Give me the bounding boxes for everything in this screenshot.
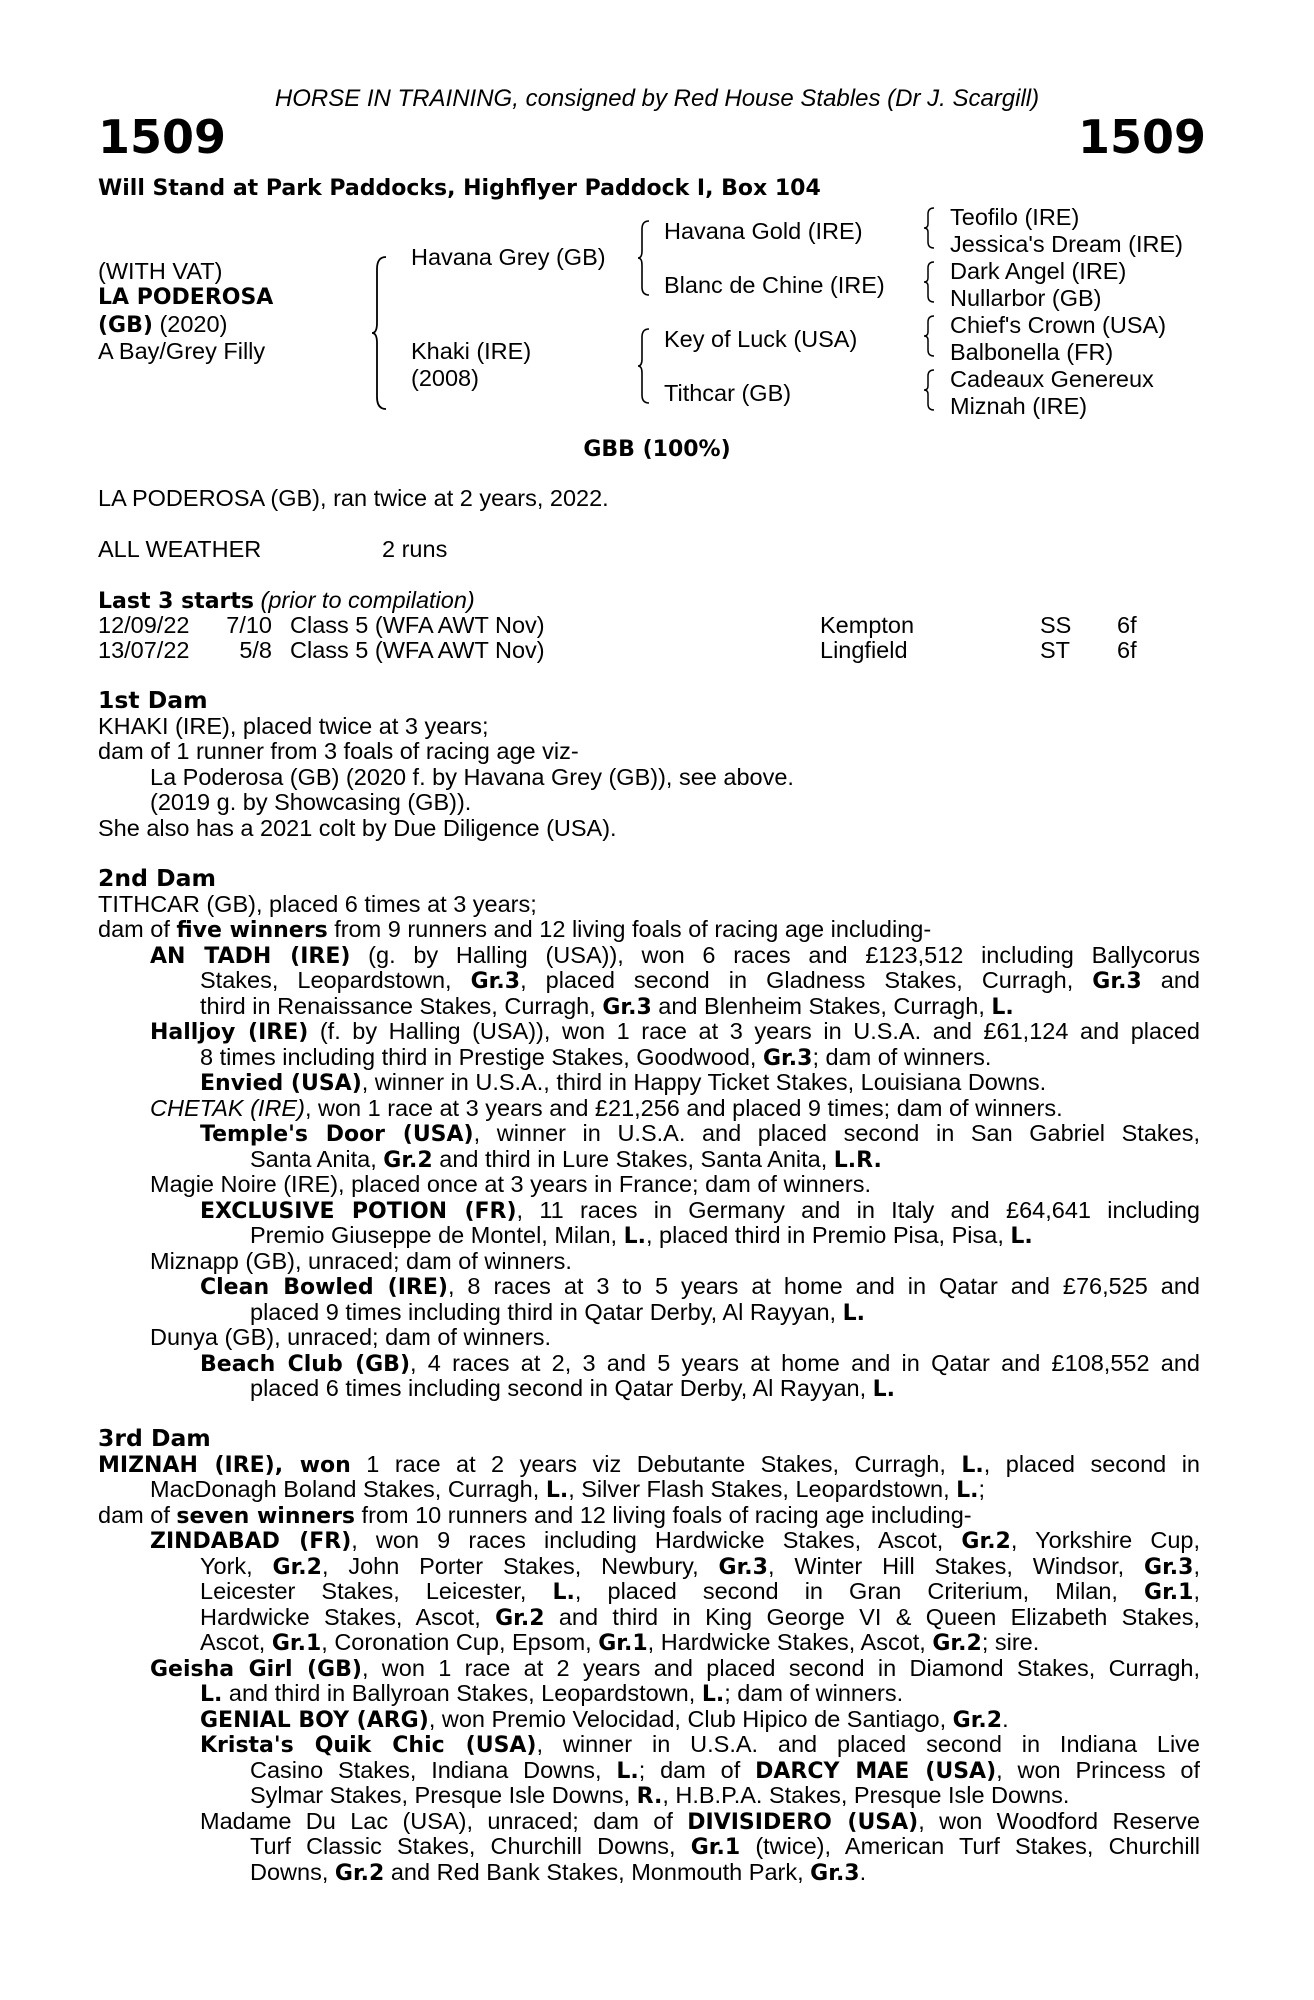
progeny-line: Ascot, Gr.1, Coronation Cup, Epsom, Gr.1, Hardwicke Stakes, Ascot, Gr.2; sire.: [200, 1629, 1040, 1656]
start-row-course: Kempton: [820, 612, 915, 638]
progeny-line: L. and third in Ballyroan Stakes, Leopardstown, L.; dam of winners.: [200, 1680, 904, 1707]
third-dam-line: MacDonagh Boland Stakes, Curragh, L., Silver Flash Stakes, Leopardstown, L.;: [150, 1476, 986, 1503]
progeny-line: Santa Anita, Gr.2 and third in Lure Stakes, Santa Anita, L.R.: [250, 1145, 882, 1173]
record-summary: LA PODEROSA (GB), ran twice at 2 years, 2022.: [98, 485, 609, 511]
first-dam-progeny: La Poderosa (GB) (2020 f. by Havana Grey (GB)), see above.: [150, 763, 794, 790]
start-row-date: 13/07/22: [98, 637, 190, 663]
start-row-going: SS: [1040, 612, 1072, 638]
last-starts-heading: Last 3 starts (prior to compilation): [98, 587, 475, 614]
progeny-line: placed 6 times including second in Qatar Derby, Al Rayyan, L.: [250, 1375, 896, 1402]
progeny-line: Premio Giuseppe de Montel, Milan, L., placed third in Premio Pisa, Pisa, L.: [250, 1222, 1033, 1249]
second-dam-line: dam of five winners from 9 runners and 12 living foals of racing age including-: [98, 916, 932, 943]
progeny-an-tadh: AN TADH (IRE) (g. by Halling (USA)), won 6 races and £123,512 including Ballycorus: [150, 942, 1200, 968]
pedigree-brace-g4: [922, 368, 936, 412]
horse-name: LA PODEROSA: [98, 285, 274, 310]
pedigree-g3: Dark Angel (IRE): [950, 258, 1127, 284]
start-row-pos: 5/8: [239, 637, 272, 663]
pedigree-brace-g1: [922, 206, 936, 250]
pedigree-g8: Miznah (IRE): [950, 393, 1088, 419]
pedigree-dam-dam: Tithcar (GB): [664, 380, 792, 406]
lot-number-right: 1509: [1077, 110, 1206, 164]
progeny-line: Sylmar Stakes, Presque Isle Downs, R., H.B.P.A. Stakes, Presque Isle Downs.: [250, 1782, 1070, 1809]
third-dam-line: MIZNAH (IRE), won 1 race at 2 years viz Debutante Stakes, Curragh, L., placed second in: [98, 1451, 1200, 1477]
progeny-geisha-girl: Geisha Girl (GB), won 1 race at 2 years and placed second in Diamond Stakes, Curragh,: [150, 1655, 1200, 1681]
all-weather-value: 2 runs: [382, 536, 448, 562]
first-dam-section: [98, 688, 1200, 841]
start-row-pos: 7/10: [226, 612, 272, 638]
progeny-zindabad: ZINDABAD (FR), won 9 races including Hardwicke Stakes, Ascot, Gr.2, Yorkshire Cup,: [150, 1528, 1200, 1554]
third-dam-line: dam of seven winners from 10 runners and 12 living foals of racing age including-: [98, 1501, 972, 1529]
pedigree-brace-dam: [636, 327, 652, 405]
all-weather-label: ALL WEATHER: [98, 536, 262, 562]
stand-line: Will Stand at Park Paddocks, Highflyer Paddock I, Box 104: [98, 176, 821, 201]
pedigree-brace-g2: [922, 260, 936, 304]
pedigree-dam: Khaki (IRE): [411, 338, 532, 364]
pedigree-sire-sire: Havana Gold (IRE): [664, 218, 863, 244]
progeny-beach-club: Beach Club (GB), 4 races at 2, 3 and 5 years at home and in Qatar and £108,552 and: [200, 1350, 1200, 1376]
pedigree-g7: Cadeaux Genereux: [950, 366, 1154, 392]
consignor-line: HORSE IN TRAINING, consigned by Red House Stables (Dr J. Scargill): [274, 85, 1040, 112]
start-row-date: 12/09/22: [98, 612, 190, 638]
progeny-line: third in Renaissance Stakes, Curragh, Gr.3 and Blenheim Stakes, Curragh, L.: [200, 992, 1014, 1020]
progeny-envied: Envied (USA), winner in U.S.A., third in Happy Ticket Stakes, Louisiana Downs.: [200, 1069, 1047, 1096]
pedigree-g6: Balbonella (FR): [950, 339, 1114, 365]
pedigree-brace-sire: [636, 219, 652, 297]
start-row-dist: 6f: [1117, 637, 1137, 663]
pedigree-brace-g3: [922, 314, 936, 358]
lot-number-left: 1509: [98, 110, 227, 164]
progeny-line: placed 9 times including third in Qatar Derby, Al Rayyan, L.: [250, 1298, 865, 1326]
third-dam-heading: 3rd Dam: [98, 1424, 211, 1452]
first-dam-line: dam of 1 runner from 3 foals of racing age viz-: [98, 738, 579, 764]
first-dam-progeny: (2019 g. by Showcasing (GB)).: [150, 789, 472, 815]
progeny-temples-door: Temple's Door (USA), winner in U.S.A. and placed second in San Gabriel Stakes,: [200, 1121, 1200, 1147]
progeny-exclusive-potion: EXCLUSIVE POTION (FR), 11 races in Germany and in Italy and £64,641 including: [200, 1197, 1200, 1223]
horse-name-suffix: (GB) (2020): [98, 311, 228, 338]
progeny-miznapp: Miznapp (GB), unraced; dam of winners.: [150, 1247, 572, 1274]
start-row-course: Lingfield: [820, 637, 908, 663]
first-dam-line: KHAKI (IRE), placed twice at 3 years;: [98, 712, 489, 739]
progeny-line: Turf Classic Stakes, Churchill Downs, Gr.1 (twice), American Turf Stakes, Churchill: [250, 1834, 1200, 1860]
pedigree-g4: Nullarbor (GB): [950, 285, 1102, 311]
second-dam-heading: 2nd Dam: [98, 864, 216, 892]
second-dam-line: TITHCAR (GB), placed 6 times at 3 years;: [98, 890, 537, 917]
progeny-line: Leicester Stakes, Leicester, L., placed second in Gran Criterium, Milan, Gr.1,: [200, 1579, 1200, 1605]
progeny-line: Casino Stakes, Indiana Downs, L.; dam of DARCY MAE (USA), won Princess of: [250, 1757, 1200, 1783]
progeny-chetak: CHETAK (IRE), won 1 race at 3 years and £21,256 and placed 9 times; dam of winners.: [150, 1094, 1063, 1121]
pedigree-brace-main: [370, 255, 390, 411]
second-dam-section: [98, 866, 1200, 1402]
progeny-dunya: Dunya (GB), unraced; dam of winners.: [150, 1324, 551, 1350]
progeny-line: York, Gr.2, John Porter Stakes, Newbury, Gr.3, Winter Hill Stakes, Windsor, Gr.3,: [200, 1553, 1200, 1579]
progeny-line: Downs, Gr.2 and Red Bank Stakes, Monmouth Park, Gr.3.: [250, 1858, 867, 1886]
vat-note: (WITH VAT): [98, 258, 223, 284]
pedigree-g1: Teofilo (IRE): [950, 204, 1080, 230]
pedigree-sire-dam: Blanc de Chine (IRE): [664, 272, 885, 298]
gbb-rating: GBB (100%): [583, 437, 731, 462]
start-row-going: ST: [1040, 637, 1071, 663]
pedigree-sire: Havana Grey (GB): [411, 244, 606, 270]
third-dam-section: [98, 1426, 1200, 1885]
pedigree-g2: Jessica's Dream (IRE): [950, 231, 1183, 257]
first-dam-line: She also has a 2021 colt by Due Diligence (USA).: [98, 814, 617, 841]
progeny-kristas-quik-chic: Krista's Quik Chic (USA), winner in U.S.A. and placed second in Indiana Live: [200, 1732, 1200, 1758]
progeny-magie-noire: Magie Noire (IRE), placed once at 3 years in France; dam of winners.: [150, 1171, 871, 1197]
pedigree-g5: Chief's Crown (USA): [950, 312, 1167, 338]
progeny-clean-bowled: Clean Bowled (IRE), 8 races at 3 to 5 years at home and in Qatar and £76,525 and: [200, 1274, 1200, 1300]
progeny-line: Stakes, Leopardstown, Gr.3, placed second in Gladness Stakes, Curragh, Gr.3 and: [200, 968, 1200, 994]
progeny-line: Hardwicke Stakes, Ascot, Gr.2 and third in King George VI & Queen Elizabeth Stakes,: [200, 1604, 1200, 1630]
pedigree-dam-year: (2008): [411, 365, 479, 391]
first-dam-heading: 1st Dam: [98, 686, 208, 714]
progeny-halljoy: Halljoy (IRE) (f. by Halling (USA)), won 1 race at 3 years in U.S.A. and £61,124 and placed: [150, 1019, 1200, 1045]
start-row-race: Class 5 (WFA AWT Nov): [290, 637, 545, 663]
progeny-line: 8 times including third in Prestige Stakes, Goodwood, Gr.3; dam of winners.: [200, 1043, 992, 1071]
horse-description: A Bay/Grey Filly: [98, 338, 266, 364]
progeny-genial-boy: GENIAL BOY (ARG), won Premio Velocidad, Club Hipico de Santiago, Gr.2.: [200, 1705, 1009, 1733]
pedigree-dam-sire: Key of Luck (USA): [664, 326, 858, 352]
start-row-dist: 6f: [1117, 612, 1137, 638]
progeny-madame-du-lac: Madame Du Lac (USA), unraced; dam of DIVISIDERO (USA), won Woodford Reserve: [200, 1808, 1200, 1834]
start-row-race: Class 5 (WFA AWT Nov): [290, 612, 545, 638]
